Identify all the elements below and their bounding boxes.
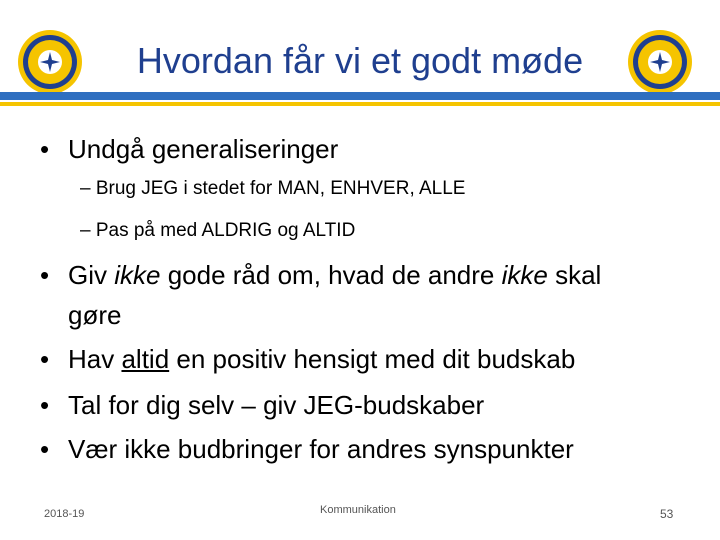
bullet-text: Vær ikke budbringer for andres synspunkter: [68, 434, 574, 464]
emphasis-altid: altid: [121, 344, 170, 374]
bullet-3: [40, 344, 575, 375]
bullet-dot: •: [40, 134, 50, 164]
slide-title: Hvordan får vi et godt møde: [136, 40, 584, 81]
emphasis-ikke: ikke: [114, 260, 161, 290]
bullet-text: en positiv hensigt med dit budskab: [169, 344, 576, 374]
bullet-text: skal: [547, 260, 602, 290]
footer-center: Kommunikation: [320, 504, 396, 516]
bullet-text: Giv: [68, 260, 115, 290]
bullet-4: [40, 390, 484, 421]
footer-date: 2018-19: [44, 508, 85, 520]
bullet-5: [40, 434, 574, 465]
sub-bullet-1: – Brug JEG i stedet for MAN, ENHVER, ALLE: [80, 178, 466, 199]
title-rule-yellow: [0, 102, 720, 106]
bullet-text: Tal for dig selv – giv JEG-budskaber: [68, 390, 485, 420]
bullet-dot: •: [40, 260, 50, 290]
title-rule-blue: [0, 92, 720, 100]
bullet-dot: •: [40, 344, 50, 374]
bullet-2-continuation: gøre: [68, 300, 122, 330]
bullet-2: [40, 260, 601, 291]
bullet-text: Undgå generaliseringer: [68, 134, 339, 164]
bullet-1: [40, 134, 338, 165]
bullet-text: gode råd om, hvad de andre: [160, 260, 502, 290]
bullet-text: Hav: [68, 344, 122, 374]
sub-bullet-2: – Pas på med ALDRIG og ALTID: [80, 220, 356, 241]
bullet-dot: •: [40, 390, 50, 420]
page-number: 53: [660, 507, 674, 521]
emphasis-ikke: ikke: [501, 260, 548, 290]
bullet-dot: •: [40, 434, 50, 464]
